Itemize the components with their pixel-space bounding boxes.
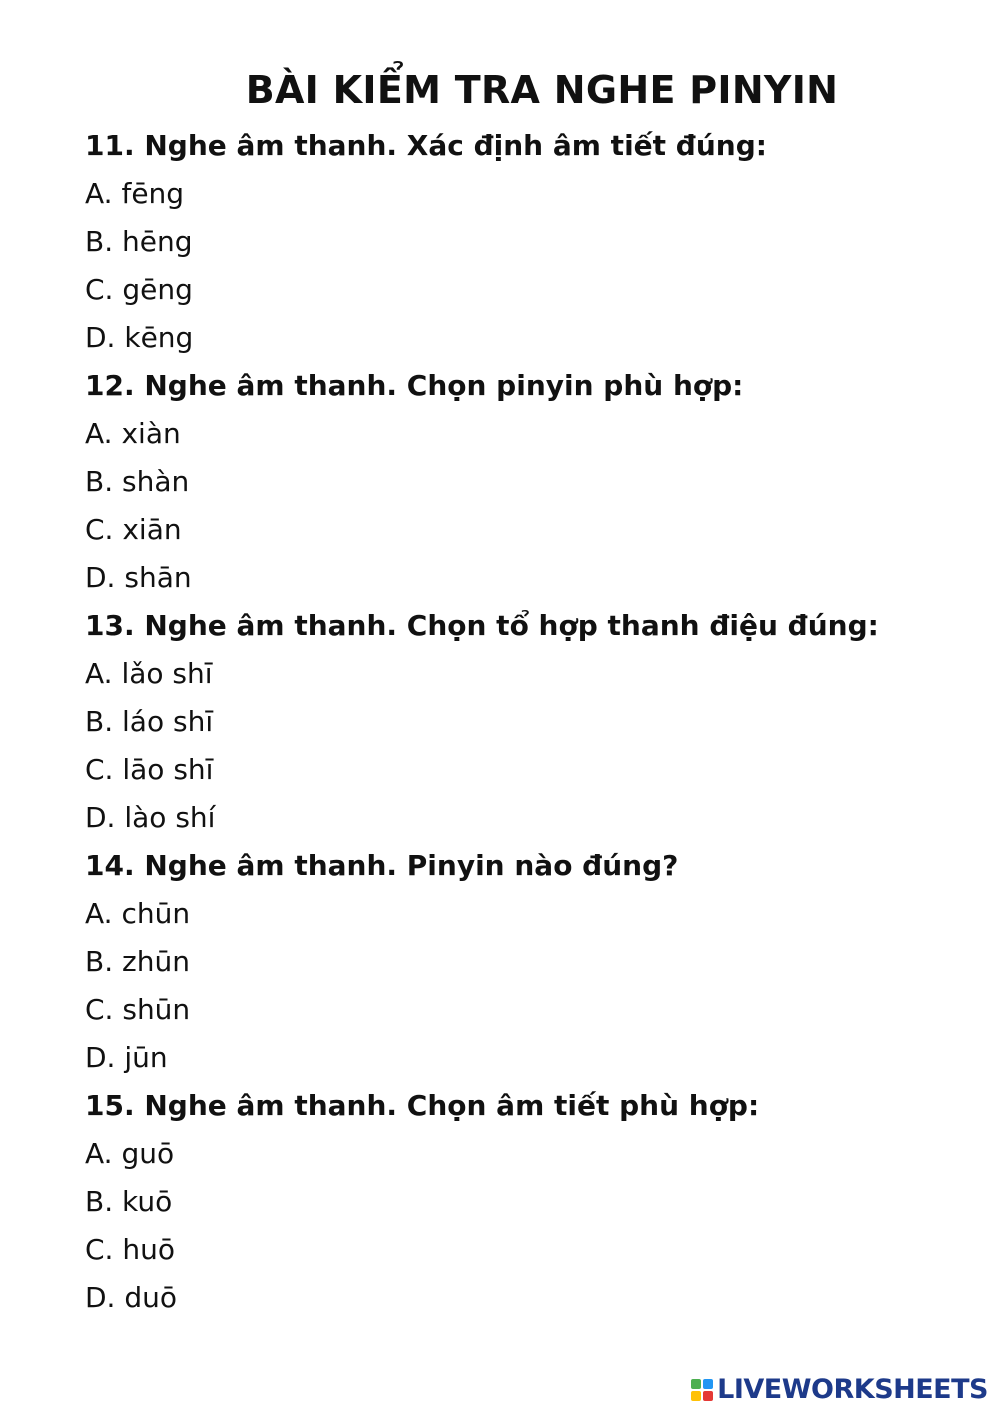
option-b[interactable]: B. shàn (85, 465, 190, 498)
option-d[interactable]: D. lào shí (85, 801, 216, 834)
question-text: 15. Nghe âm thanh. Chọn âm tiết phù hợp: (85, 1089, 760, 1122)
question-text: 14. Nghe âm thanh. Pinyin nào đúng? (85, 849, 679, 882)
question-text: 11. Nghe âm thanh. Xác định âm tiết đúng: (85, 129, 767, 162)
question-12 (85, 362, 985, 602)
question-14 (85, 842, 985, 1082)
logo-cell (703, 1379, 713, 1389)
option-d[interactable]: D. kēng (85, 321, 194, 354)
option-c[interactable]: C. shūn (85, 993, 191, 1026)
option-list (85, 1130, 985, 1322)
option-list (85, 170, 985, 362)
page-title: BÀI KIỂM TRA NGHE PINYIN (245, 68, 839, 112)
liveworksheets-brand (691, 1374, 988, 1406)
logo-cell (703, 1391, 713, 1401)
logo-cell (691, 1391, 701, 1401)
option-d[interactable]: D. shān (85, 561, 192, 594)
option-c[interactable]: C. huō (85, 1233, 175, 1266)
option-a[interactable]: A. guō (85, 1137, 175, 1170)
option-a[interactable]: A. chūn (85, 897, 191, 930)
option-b[interactable]: B. hēng (85, 225, 193, 258)
liveworksheets-logo-icon (691, 1379, 713, 1401)
option-list (85, 650, 985, 842)
option-b[interactable]: B. láo shī (85, 705, 214, 738)
option-c[interactable]: C. xiān (85, 513, 182, 546)
option-a[interactable]: A. lǎo shī (85, 657, 213, 690)
option-d[interactable]: D. duō (85, 1281, 178, 1314)
option-d[interactable]: D. jūn (85, 1041, 168, 1074)
option-c[interactable]: C. gēng (85, 273, 193, 306)
logo-cell (691, 1379, 701, 1389)
question-text: 13. Nghe âm thanh. Chọn tổ hợp thanh điệu đúng: (85, 609, 879, 642)
question-13 (85, 602, 985, 842)
question-list (85, 122, 985, 1322)
option-a[interactable]: A. xiàn (85, 417, 181, 450)
option-c[interactable]: C. lāo shī (85, 753, 214, 786)
option-b[interactable]: B. kuō (85, 1185, 173, 1218)
question-15 (85, 1082, 985, 1322)
option-list (85, 890, 985, 1082)
question-11 (85, 122, 985, 362)
brand-wordmark: LIVEWORKSHEETS (717, 1374, 988, 1405)
option-b[interactable]: B. zhūn (85, 945, 190, 978)
option-a[interactable]: A. fēng (85, 177, 185, 210)
question-text: 12. Nghe âm thanh. Chọn pinyin phù hợp: (85, 369, 744, 402)
option-list (85, 410, 985, 602)
